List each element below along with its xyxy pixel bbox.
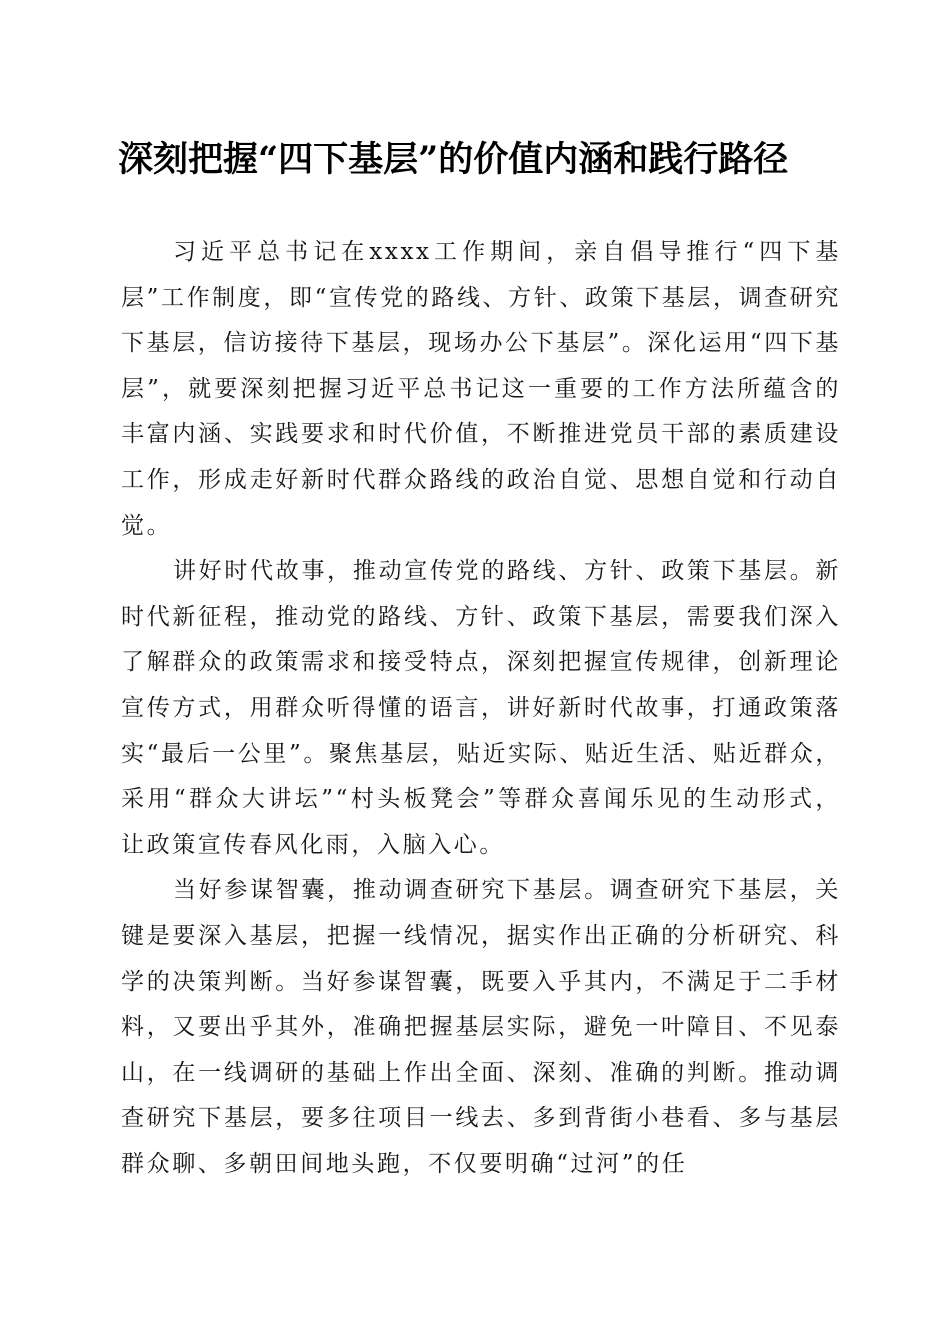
paragraph-intro: 习近平总书记在xxxx工作期间，亲自倡导推行“四下基层”工作制度，即“宣传党的路线、方针、政策下基层，调查研究下基层，信访接待下基层，现场办公下基层”。深化运用“四下基层”，就要深刻把握习近平总书记这一重要的工作方法所蕴含的丰富内涵、实践要求和时代价值，不断推进党员干部的素质建设工作，形成走好新时代群众路线的政治自觉、思想自觉和行动自觉。 — [121, 239, 841, 539]
paragraph-publicity: 讲好时代故事，推动宣传党的路线、方针、政策下基层。新时代新征程，推动党的路线、方针、政策下基层，需要我们深入了解群众的政策需求和接受特点，深刻把握宣传规律，创新理论宣传方式，用群众听得懂的语言，讲好新时代故事，打通政策落实“最后一公里”。聚焦基层，贴近实际、贴近生活、贴近群众，采用“群众大讲坛”“村头板凳会”等群众喜闻乐见的生动形式，让政策宣传春风化雨，入脑入心。 — [121, 558, 841, 858]
document-title: 深刻把握“四下基层”的价值内涵和践行路径 — [118, 139, 789, 180]
document-body — [121, 230, 841, 1187]
paragraph-research: 当好参谋智囊，推动调查研究下基层。调查研究下基层，关键是要深入基层，把握一线情况，据实作出正确的分析研究、科学的决策判断。当好参谋智囊，既要入乎其内，不满足于二手材料，又要出乎其外，准确把握基层实际，避免一叶障目、不见泰山，在一线调研的基础上作出全面、深刻、准确的判断。推动调查研究下基层，要多往项目一线去、多到背街小巷看、多与基层群众聊、多朝田间地头跑，不仅要明确“过河”的任 — [121, 877, 841, 1177]
